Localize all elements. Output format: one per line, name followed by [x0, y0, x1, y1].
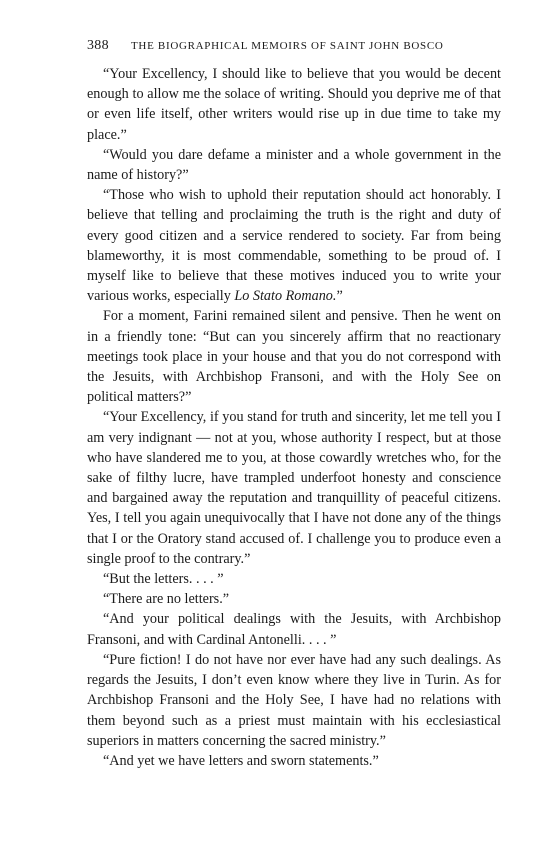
paragraph: “Your Excellency, if you stand for truth and sincerity, let me tell you I am very indignant — not at you, whose authority I respect, but at those who have slandered me to you, at those cowardly wretches who, for the sake of filthy lucre, have trampled underfoot honesty and conscience and bargained away the reputation and tranquillity of peaceful citizens. Yes, I tell you again unequivocally that I have not done any of the things that I or the Oratory stand accused of. I challenge you to produce even a single proof to the contrary.”	[87, 409, 501, 567]
paragraph: “And yet we have letters and sworn statements.”	[103, 752, 379, 769]
italic-book-title: Lo Stato Romano.	[234, 288, 337, 305]
book-page	[87, 38, 501, 771]
paragraph: “Pure fiction! I do not have nor ever have had any such dealings. As regards the Jesuits, I don’t even know where they live in Turin. As for Archbishop Fransoni and the Holy See, I have had no relations with them beyond such as a priest must maintain with his ecclesiastical superiors in matters concerning the sacred ministry.”	[87, 651, 501, 749]
paragraph: “Would you dare defame a minister and a whole government in the name of history?”	[87, 146, 501, 184]
running-head	[87, 38, 501, 58]
paragraph: “There are no letters.”	[103, 591, 230, 608]
paragraph: “And your political dealings with the Jesuits, with Archbishop Fransoni, and with Cardinal Antonelli. . . . ”	[87, 611, 501, 648]
body-text	[87, 64, 501, 771]
paragraph-text: “Those who wish to uphold their reputation should act honorably. I believe that telling and proclaiming the truth is the right and duty of every good citizen and a service rendered to society. Far from being blameworthy, it is most commendable, something to be proud of. I myself like to believe that these motives induced you to write your various works, especially	[87, 187, 501, 305]
paragraph: “But the letters. . . . ”	[103, 571, 224, 588]
running-title: THE BIOGRAPHICAL MEMOIRS OF SAINT JOHN BOSCO	[131, 40, 444, 52]
page-number: 388	[87, 38, 109, 53]
closing-quote: ”	[336, 288, 343, 305]
paragraph: “Your Excellency, I should like to believe that you would be decent enough to allow me the solace of writing. Should you deprive me of that or even life itself, other writers would rise up in due time to take my place.”	[87, 66, 501, 143]
paragraph	[87, 185, 501, 306]
paragraph: For a moment, Farini remained silent and pensive. Then he went on in a friendly tone: “But can you sincerely affirm that no reactionary meetings took place in your house and that you do not correspond with the Jesuits, with Archbishop Fransoni, and with the Holy See on political matters?”	[87, 308, 501, 406]
